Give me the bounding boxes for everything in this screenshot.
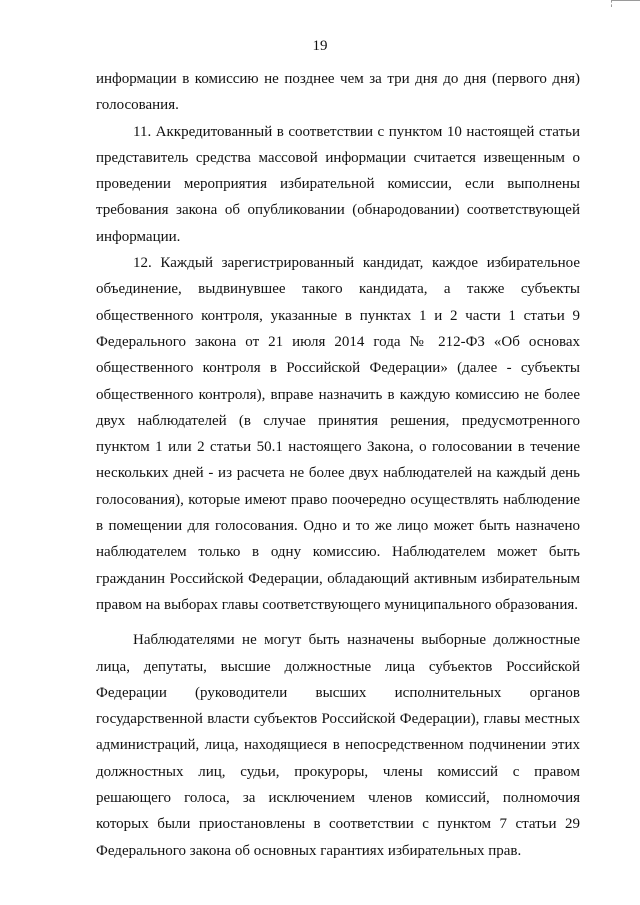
paragraph-clause-11: 11. Аккредитованный в соответствии с пунктом 10 настоящей статьи представитель средства массовой информации считается извещенным о проведении мероприятия избирательной комиссии, если выполнены требования закона об опубликовании (обнародовании) соответствующей информации. <box>96 123 580 245</box>
paragraph-clause-12: 12. Каждый зарегистрированный кандидат, каждое избирательное объединение, выдвинувшее такого кандидата, а также субъекты общественного контроля, указанные в пунктах 1 и 2 части 1 статьи 9 Федерального закона от 21 июля 2014 года № 212-ФЗ «Об основах общественного контроля в Российской Федерации» (далее - субъекты общественного контроля), вправе назначить в каждую комиссию не более двух наблюдателей (в случае принятия решения, предусмотренного пунктом 1 или 2 статьи 50.1 настоящего Закона, о голосовании в течение нескольких дней - из расчета не более двух наблюдателей на каждый день голосования), которые имеют право поочередно осуществлять наблюдение в помещении для голосования. Одно и то же лицо может быть назначено наблюдателем только в одну комиссию. Наблюдателем может быть гражданин Российской Федерации, обладающий активным избирательным правом на выборах главы соответствующего муниципального образования. <box>96 255 580 613</box>
page-number: 19 <box>312 38 328 54</box>
paragraph-continuation: информации в комиссию не позднее чем за три дня до дня (первого дня) голосования. <box>96 71 580 114</box>
scan-corner-mark <box>611 0 640 7</box>
document-body <box>96 66 580 864</box>
paragraph-observer-restrictions: Наблюдателями не могут быть назначены выборные должностные лица, депутаты, высшие должностные лица субъектов Российской Федерации (руководители высших исполнительных органов государственной власти субъектов Российской Федерации), главы местных администраций, лица, находящиеся в непосредственном подчинении этих должностных лиц, судьи, прокуроры, члены комиссий с правом решающего голоса, за исключением членов комиссий, полномочия которых были приостановлены в соответствии с пунктом 7 статьи 29 Федерального закона об основных гарантиях избирательных прав. <box>96 632 580 859</box>
